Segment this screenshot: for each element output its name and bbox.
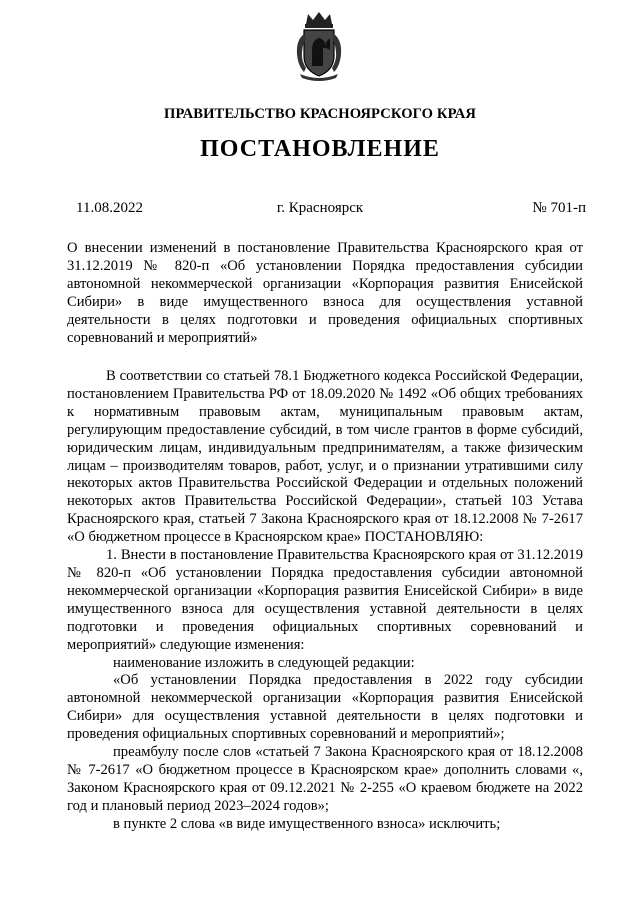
document-subject: О внесении изменений в постановление Правительства Красноярского края от 31.12.2019 № 820-п «Об установлении Порядка предоставления субсидии автономной некоммерческой организации «Корпорация развития Енисейской Сибири» в виде имущественного взноса для осуществления уставной деятельности в целях подготовки и проведения официальных спортивных соревнований и мероприятий» (67, 240, 583, 346)
document-date: 11.08.2022 (76, 200, 143, 216)
paragraph-name-change: наименование изложить в следующей редакции: (113, 654, 415, 671)
document-city: г. Красноярск (276, 200, 364, 216)
document-body (67, 368, 583, 834)
paragraph-preamble: В соответствии со статьей 78.1 Бюджетного кодекса Российской Федерации, постановлением Правительства РФ от 18.09.2020 № 1492 «Об общих требованиях к нормативным правовым актам, муниципальным правовым актам, регулирующим предоставление субсидий, в том числе грантов в форме субсидий, юридическим лицам, индивидуальным предпринимателям, а также физическим лицам – производителям товаров, работ, услуг, и о признании утратившими силу некоторых актов Правительства Российской Федерации и отдельных положений некоторых актов Правительства Российской Федерации», статьей 103 Устава Красноярского края, статьей 7 Закона Красноярского края от 18.12.2008 № 7-2617 «О бюджетном процессе в Красноярском крае» ПОСТАНОВЛЯЮ: (67, 368, 583, 546)
document-title: ПОСТАНОВЛЕНИЕ (200, 136, 440, 162)
paragraph-new-title: «Об установлении Порядка предоставления в 2022 году субсидии автономной некоммерческой организации «Корпорация развития Енисейской Сибири» для осуществления уставной деятельности в целях подготовки и проведения официальных спортивных соревнований и мероприятий»; (67, 672, 583, 743)
paragraph-item-1: 1. Внести в постановление Правительства Красноярского края от 31.12.2019 № 820-п «Об установлении Порядка предоставления субсидии автономной некоммерческой организации «Корпорация развития Енисейской Сибири» в виде имущественного взноса для осуществления уставной деятельности в целях подготовки и проведения официальных спортивных соревнований и мероприятий» следующие изменения: (67, 547, 583, 653)
paragraph-point-2-change: в пункте 2 слова «в виде имущественного взноса» исключить; (113, 815, 501, 832)
government-name: ПРАВИТЕЛЬСТВО КРАСНОЯРСКОГО КРАЯ (164, 106, 476, 122)
krasnoyarsk-coat-of-arms-icon (292, 10, 346, 82)
document-number: № 701-п (532, 200, 586, 216)
paragraph-preamble-change: преамбулу после слов «статьей 7 Закона Красноярского края от 18.12.2008 № 7-2617 «О бюджетном процессе в Красноярском крае» дополнить словами «, Законом Красноярского края от 09.12.2021 № 2-255 «О краевом бюджете на 2022 год и плановый период 2023–2024 годов»; (67, 744, 583, 814)
